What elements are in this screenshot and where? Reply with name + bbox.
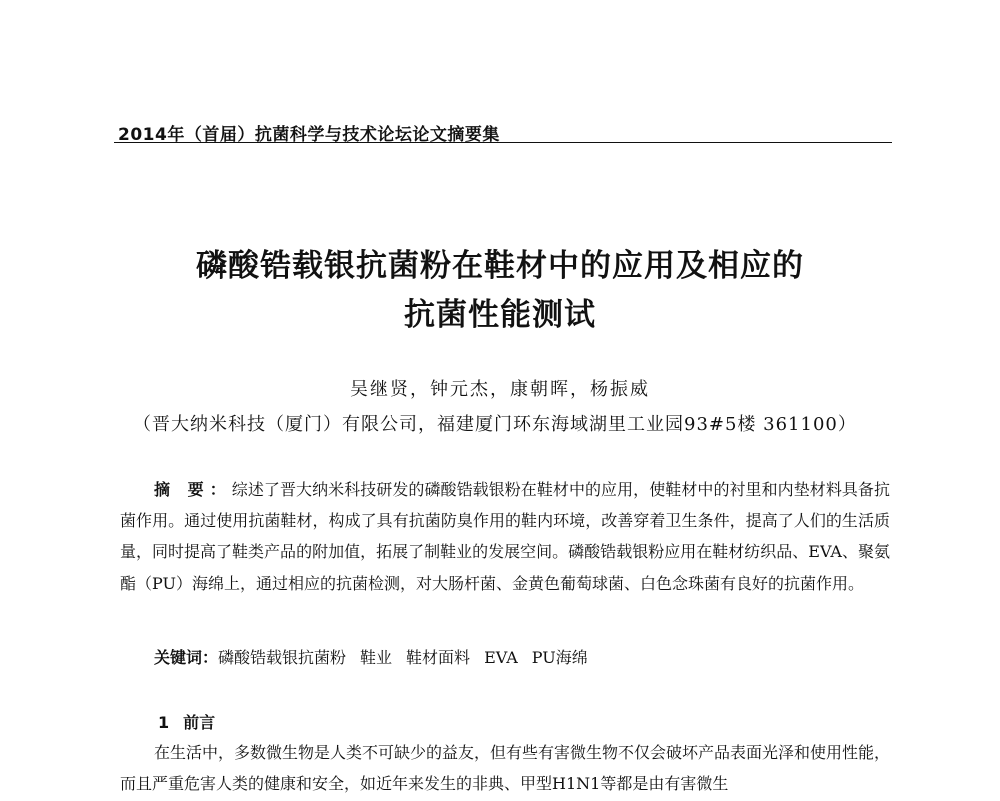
section-heading bbox=[158, 710, 215, 733]
keyword: EVA bbox=[484, 648, 518, 667]
paper-title-line-1: 磷酸锆载银抗菌粉在鞋材中的应用及相应的 bbox=[196, 248, 804, 284]
section-title: 前言 bbox=[183, 713, 216, 732]
keyword: PU海绵 bbox=[531, 648, 588, 667]
running-header: 2014年（首届）抗菌科学与技术论坛论文摘要集 bbox=[118, 125, 500, 145]
keyword: 鞋业 bbox=[360, 648, 393, 667]
paper-title-line-2: 抗菌性能测试 bbox=[404, 297, 596, 333]
header-rule bbox=[114, 142, 892, 143]
author-list: 吴继贤，钟元杰，康朝晖，杨振威 bbox=[350, 379, 650, 400]
abstract bbox=[120, 474, 890, 599]
keyword: 鞋材面料 bbox=[406, 648, 471, 667]
keyword: 磷酸锆载银抗菌粉 bbox=[218, 648, 347, 667]
abstract-text: 综述了晋大纳米科技研发的磷酸锆载银粉在鞋材中的应用，使鞋材中的衬里和内垫材料具备抗菌作用。通过使用抗菌鞋材，构成了具有抗菌防臭作用的鞋内环境，改善穿着卫生条件，提高了人们的生活质量，同时提高了鞋类产品的附加值，拓展了制鞋业的发展空间。磷酸锆载银粉应用在鞋材纺织品、EVA、聚氨酯（PU）海绵上，通过相应的抗菌检测，对大肠杆菌、金黄色葡萄球菌、白色念珠菌有良好的抗菌作用。 bbox=[120, 480, 890, 593]
affiliation: （晋大纳米科技（厦门）有限公司，福建厦门环东海域湖里工业园93#5楼 361100） bbox=[133, 414, 857, 435]
body-paragraph: 在生活中，多数微生物是人类不可缺少的益友，但有些有害微生物不仅会破坏产品表面光泽和使用性能，而且严重危害人类的健康和安全，如近年来发生的非典、甲型H1N1等都是由有害微生 bbox=[120, 743, 891, 794]
abstract-label: 摘 要： bbox=[154, 480, 232, 499]
keywords bbox=[154, 645, 602, 668]
section-number: 1 bbox=[158, 713, 170, 732]
keywords-label: 关键词： bbox=[154, 648, 219, 667]
